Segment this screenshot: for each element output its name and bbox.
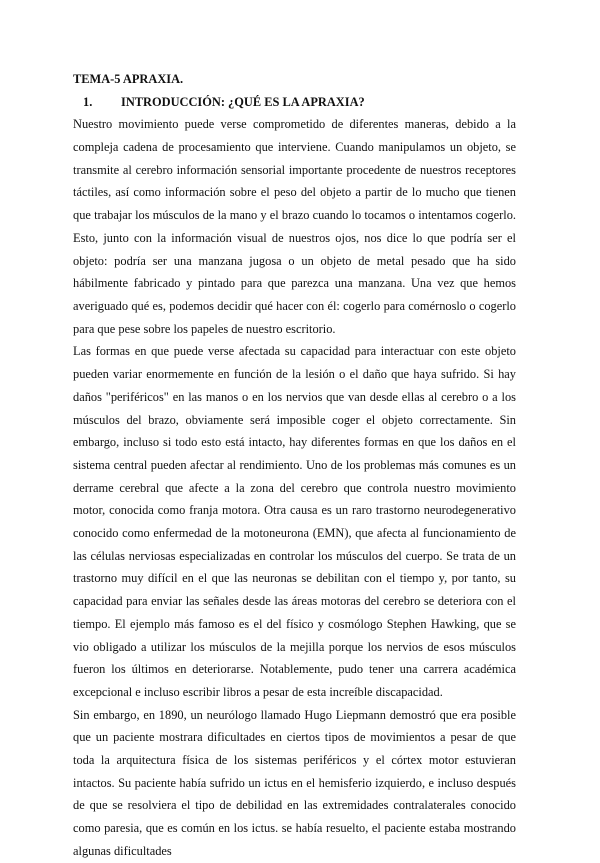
paragraph: Las formas en que puede verse afectada su capacidad para interactuar con este objeto pueden variar enormemente en función de la lesión o el daño que haya sufrido. Si hay daños "periféricos" en las manos o en los nervios que van desde ellas al cerebro o a los músculos del brazo, obviamente será imposible coger el objeto correctamente. Sin embargo, incluso si todo esto está intacto, hay diferentes formas en que los daños en el sistema central pueden afectar al rendimiento. Uno de los problemas más comunes es un derrame cerebral que afecte a la zona del cerebro que controla nuestro movimiento motor, conocida como franja motora. Otra causa es un raro trastorno neurodegenerativo conocido como enfermedad de la motoneurona (EMN), que afecta al funcionamiento de las células nerviosas especializadas en controlar los músculos del cuerpo. Se trata de un trastorno muy difícil en el que las neuronas se debilitan con el tiempo y, por tanto, su capacidad para enviar las señales desde las áreas motoras del cerebro se deteriora con el tiempo. El ejemplo más famoso es el del físico y cosmólogo Stephen Hawking, que se vio obligado a utilizar los músculos de la mejilla porque los nervios de esos músculos fueron los últimos en deteriorarse. Notablemente, pudo tener una carrera académica excepcional e incluso escribir libros a pesar de esta increíble discapacidad. — [73, 344, 516, 699]
section-heading — [73, 91, 516, 114]
section-number: 1. — [83, 94, 93, 109]
document-body — [73, 68, 516, 863]
document-title: TEMA-5 APRAXIA. — [73, 72, 184, 86]
section-heading-text: INTRODUCCIÓN: ¿QUÉ ES LA APRAXIA? — [121, 94, 365, 109]
paragraph: Sin embargo, en 1890, un neurólogo llamado Hugo Liepmann demostró que era posible que un paciente mostrara dificultades en ciertos tipos de movimientos a pesar de que toda la arquitectura física de los sistemas periféricos y el córtex motor estuvieran intactos. Su paciente había sufrido un ictus en el hemisferio izquierdo, e incluso después de que se resolviera el tipo de debilidad en las extremidades contralaterales conocido como paresia, que es común en los ictus. se había resuelto, el paciente estaba mostrando algunas dificultades — [73, 707, 516, 858]
paragraph: Nuestro movimiento puede verse comprometido de diferentes maneras, debido a la compleja cadena de procesamiento que interviene. Cuando manipulamos un objeto, se transmite al cerebro información sensorial importante procedente de nuestros receptores táctiles, así como información sobre el peso del objeto a partir de lo mucho que tienen que trabajar los músculos de la mano y el brazo cuando lo tocamos o intentamos cogerlo. Esto, junto con la información visual de nuestros ojos, nos dice lo que podría ser el objeto: podría ser una manzana jugosa o un objeto de metal pesado que ha sido hábilmente fabricado y pintado para que parezca una manzana. Una vez que hemos averiguado qué es, podemos decidir qué hacer con él: cogerlo para comérnoslo o cogerlo para que pese sobre los papeles de nuestro escritorio. — [73, 117, 516, 336]
